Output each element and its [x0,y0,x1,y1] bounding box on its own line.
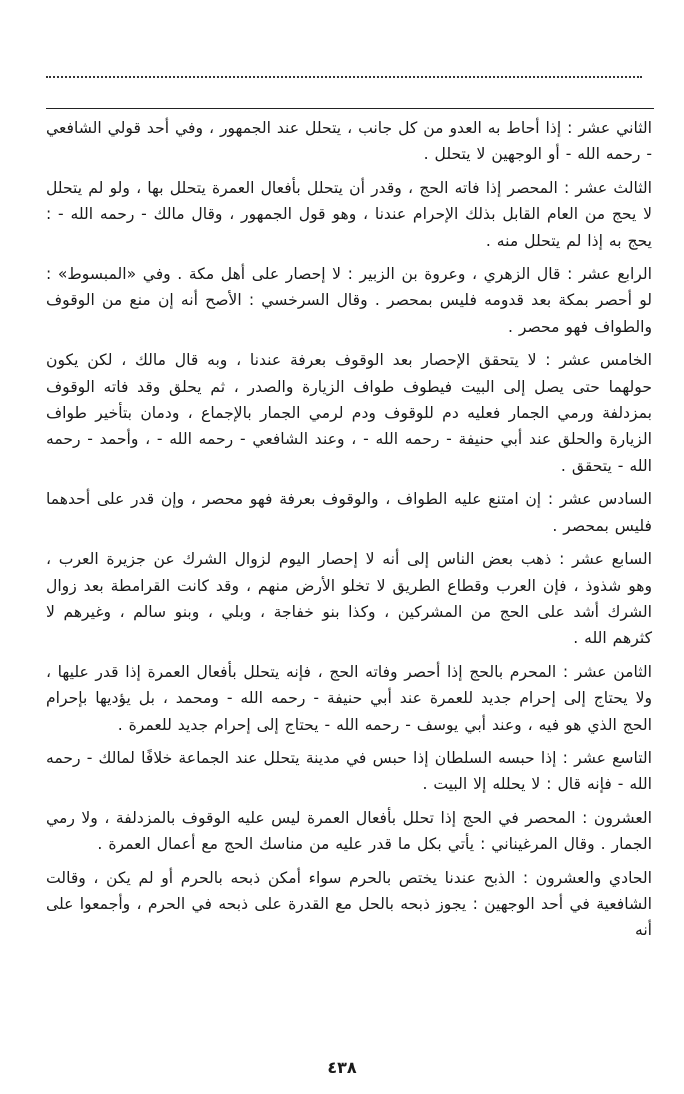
header-dotted-line [46,64,642,78]
paragraph-14: الرابع عشر : قال الزهري ، وعروة بن الزبير : لا إحصار على أهل مكة . وفي «المبسوط» : لو أحصر بمكة بعد قدومه فليس بمحصر . وقال السرخسي : الأصح أنه إن منع من الوقوف والطواف فهو محصر . [46,265,652,336]
paragraph-17: السابع عشر : ذهب بعض الناس إلى أنه لا إحصار اليوم لزوال الشرك عن جزيرة العرب ، وهو شذوذ ، فإن العرب وقطاع الطريق لا تخلو الأرض منهم ، وقد كانت القرامطة بعد زوال الشرك أشد على الحج من المشركين ، وكذا بنو خفاجة ، وبلي ، وبنو سالم ، وغيرهم لا كثرهم الله . [46,550,652,648]
paragraph-13: الثالث عشر : المحصر إذا فاته الحج ، وقدر أن يتحلل بأفعال العمرة يتحلل بها ، ولو لم يتحلل لا يحج من العام القابل بذلك الإحرام عندنا ، وهو قول الجمهور ، وقال مالك - رحمه الله - : يحج به إذا لم يتحلل منه . [46,178,652,250]
paragraph-15: الخامس عشر : لا يتحقق الإحصار بعد الوقوف بعرفة عندنا ، وبه قال مالك ، لكن يكون حولهما حتى يصل إلى البيت فيطوف طواف الزيارة والصدر ، ثم يحلق وقد فاته الوقوف بمزدلفة ورمي الجمار فعليه دم للوقوف ودم لرمي الجمار بالإجماع ، ودمان بتأخير طواف الزيارة والحلق عند أبي حنيفة - رحمه الله - ، وعند الشافعي - رحمه الله - ، وأحمد - رحمه الله - يتحقق . [46,351,652,475]
paragraph-21: الحادي والعشرون : الذبح عندنا يختص بالحرم سواء أمكن ذبحه بالحرم أو لم يكن ، وقالت الشافعية في أحد الوجهين : يجوز ذبحه بالحل مع القدرة على ذبحه في الحرم ، وأجمعوا على أنه [46,868,652,940]
paragraph-12: الثاني عشر : إذا أحاط به العدو من كل جانب ، يتحلل عند الجمهور ، وفي أحد قولي الشافعي - رحمه الله - أو الوجهين لا يتحلل . [46,119,652,164]
page-number: ٤٣٨ [327,1058,357,1077]
header-rule [46,108,654,109]
paragraph-19: التاسع عشر : إذا حبسه السلطان إذا حبس في مدينة يتحلل عند الجماعة خلافًا لمالك - رحمه الله - فإنه قال : لا يحلله إلا البيت . [46,748,652,794]
paragraph-18: الثامن عشر : المحرم بالحج إذا أحصر وفاته الحج ، فإنه يتحلل بأفعال العمرة إذا قدر عليها ، ولا يحتاج إلى إحرام جديد للعمرة عند أبي حنيفة - رحمه الله - ومحمد ، بل يؤديها بإحرام الحج الذي هو فيه ، وعند أبي يوسف - رحمه الله - يحتاج إلى إحرام جديد للعمرة . [46,662,652,734]
paragraph-20: العشرون : المحصر في الحج إذا تحلل بأفعال العمرة ليس عليه الوقوف بالمزدلفة ، ولا رمي الجمار . وقال المرغيناني : يأتي بكل ما قدر عليه من مناسك الحج مع أعمال العمرة . [46,808,652,854]
page-body [46,115,652,951]
paragraph-16: السادس عشر : إن امتنع عليه الطواف ، والوقوف بعرفة فهو محصر ، وإن قدر على أحدهما فليس بمحصر . [46,490,652,535]
